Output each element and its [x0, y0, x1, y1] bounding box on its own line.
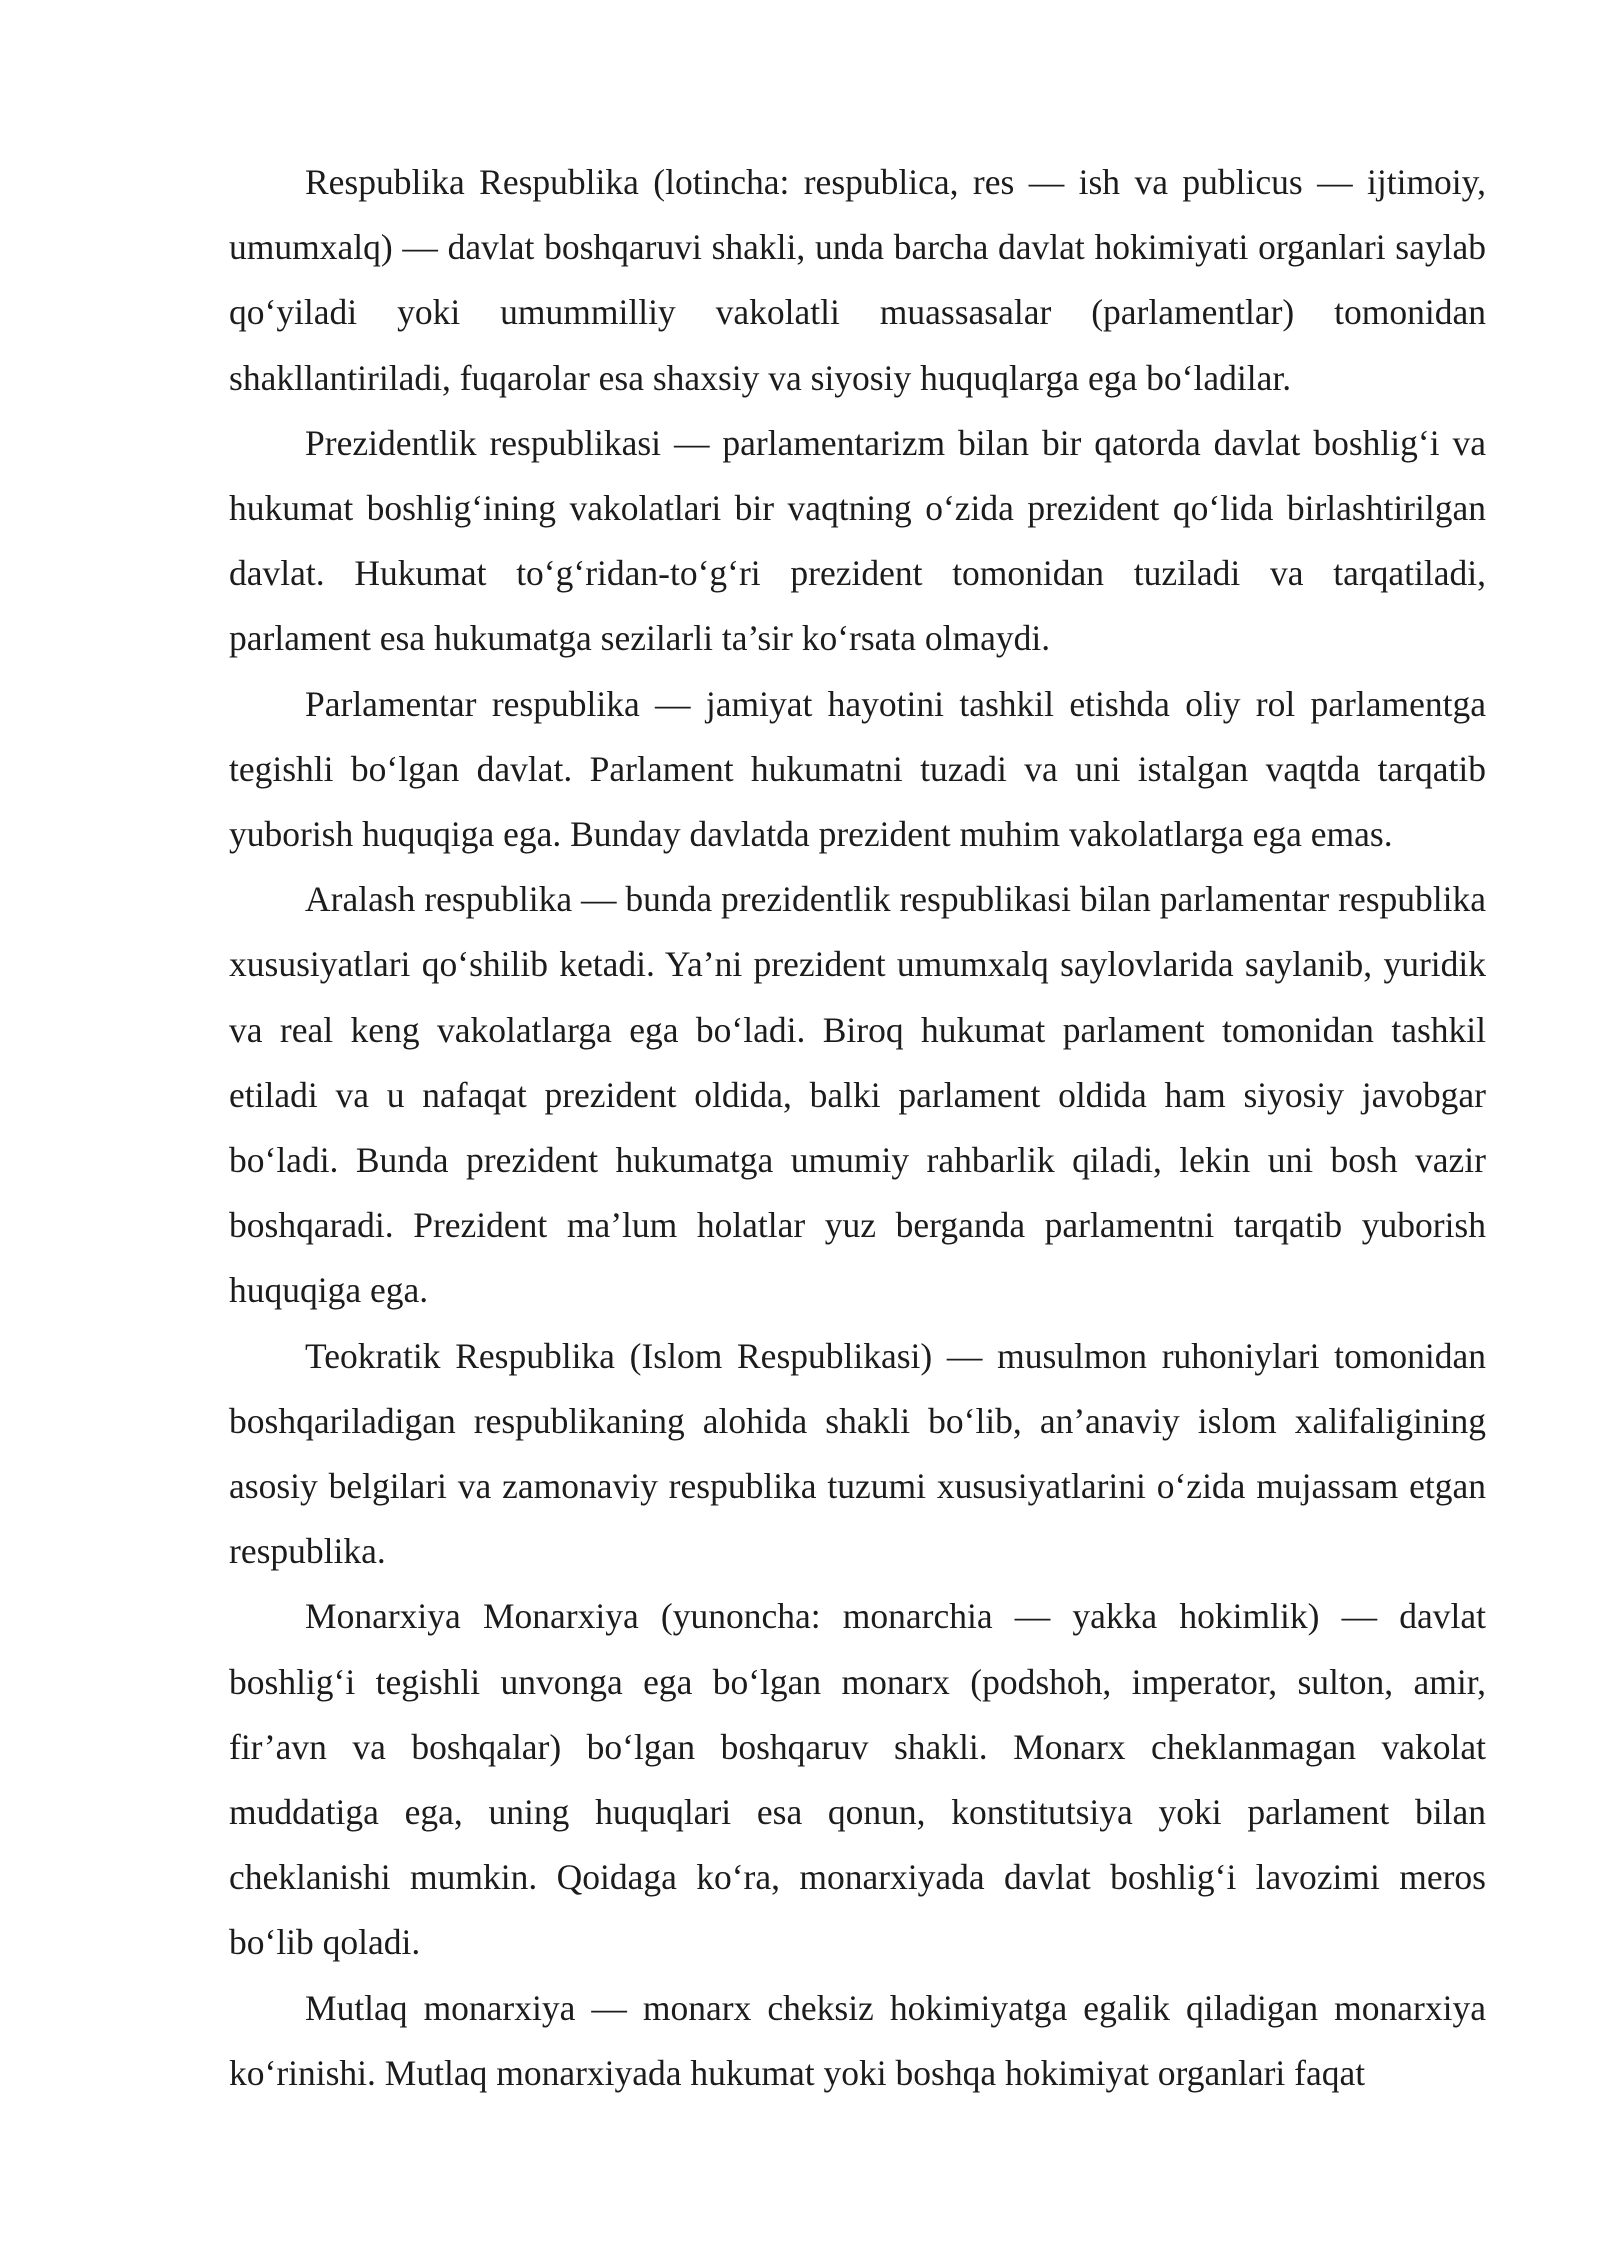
paragraph-parlamentar-respublika: Parlamentar respublika — jamiyat hayotini tashkil etishda oliy rol parlamentga tegishli bo‘lgan davlat. Parlament hukumatni tuzadi va uni istalgan vaqtda tarqatib yuborish huquqiga ega. Bunday davlatda prezident muhim vakolatlarga ega emas. — [229, 683, 1486, 855]
paragraph-prezidentlik-respublikasi: Prezidentlik respublikasi — parlamentarizm bilan bir qatorda davlat boshlig‘i va hukumat boshlig‘ining vakolatlari bir vaqtning o‘zida prezident qo‘lida birlashtirilgan davlat. Hukumat to‘g‘ridan-to‘g‘ri prezident tomonidan tuziladi va tarqatiladi, parlament esa hukumatga sezilarli ta’sir ko‘rsata olmaydi. — [229, 422, 1486, 659]
paragraph-mutlaq-monarxiya: Mutlaq monarxiya — monarx cheksiz hokimiyatga egalik qiladigan monarxiya ko‘rinishi. Mutlaq monarxiyada hukumat yoki boshqa hokimiyat organlari faqat — [229, 1987, 1486, 2093]
paragraph-monarxiya: Monarxiya Monarxiya (yunoncha: monarchia — yakka hokimlik) — davlat boshlig‘i tegishli unvonga ega bo‘lgan monarx (podshoh, imperator, sulton, amir, fir’avn va boshqalar) bo‘lgan boshqaruv shakli. Monarx cheklanmagan vakolat muddatiga ega, uning huquqlari esa qonun, konstitutsiya yoki parlament bilan cheklanishi mumkin. Qoidaga ko‘ra, monarxiyada davlat boshlig‘i lavozimi meros bo‘lib qoladi. — [229, 1596, 1486, 1963]
paragraph-respublika: Respublika Respublika (lotincha: respublica, res — ish va publicus — ijtimoiy, umumxalq) — davlat boshqaruvi shakli, unda barcha davlat hokimiyati organlari saylab qo‘yiladi yoki umummilliy vakolatli muassasalar (parlamentlar) tomonidan shakllantiriladi, fuqarolar esa shaxsiy va siyosiy huquqlarga ega bo‘ladilar. — [229, 162, 1486, 398]
paragraph-teokratik-respublika: Teokratik Respublika (Islom Respublikasi) — musulmon ruhoniylari tomonidan boshqariladigan respublikaning alohida shakli bo‘lib, an’anaviy islom xalifaligining asosiy belgilari va zamonaviy respublika tuzumi xususiyatlarini o‘zida mujassam etgan respublika. — [229, 1335, 1486, 1572]
paragraph-aralash-respublika: Aralash respublika — bunda prezidentlik respublikasi bilan parlamentar respublika xususiyatlari qo‘shilib ketadi. Ya’ni prezident umumxalq saylovlarida saylanib, yuridik va real keng vakolatlarga ega bo‘ladi. Biroq hukumat parlament tomonidan tashkil etiladi va u nafaqat prezident oldida, balki parlament oldida ham siyosiy javobgar bo‘ladi. Bunda prezident hukumatga umumiy rahbarlik qiladi, lekin uni bosh vazir boshqaradi. Prezident ma’lum holatlar yuz berganda parlamentni tarqatib yuborish huquqiga ega. — [229, 879, 1486, 1311]
document-body — [229, 150, 1486, 2106]
